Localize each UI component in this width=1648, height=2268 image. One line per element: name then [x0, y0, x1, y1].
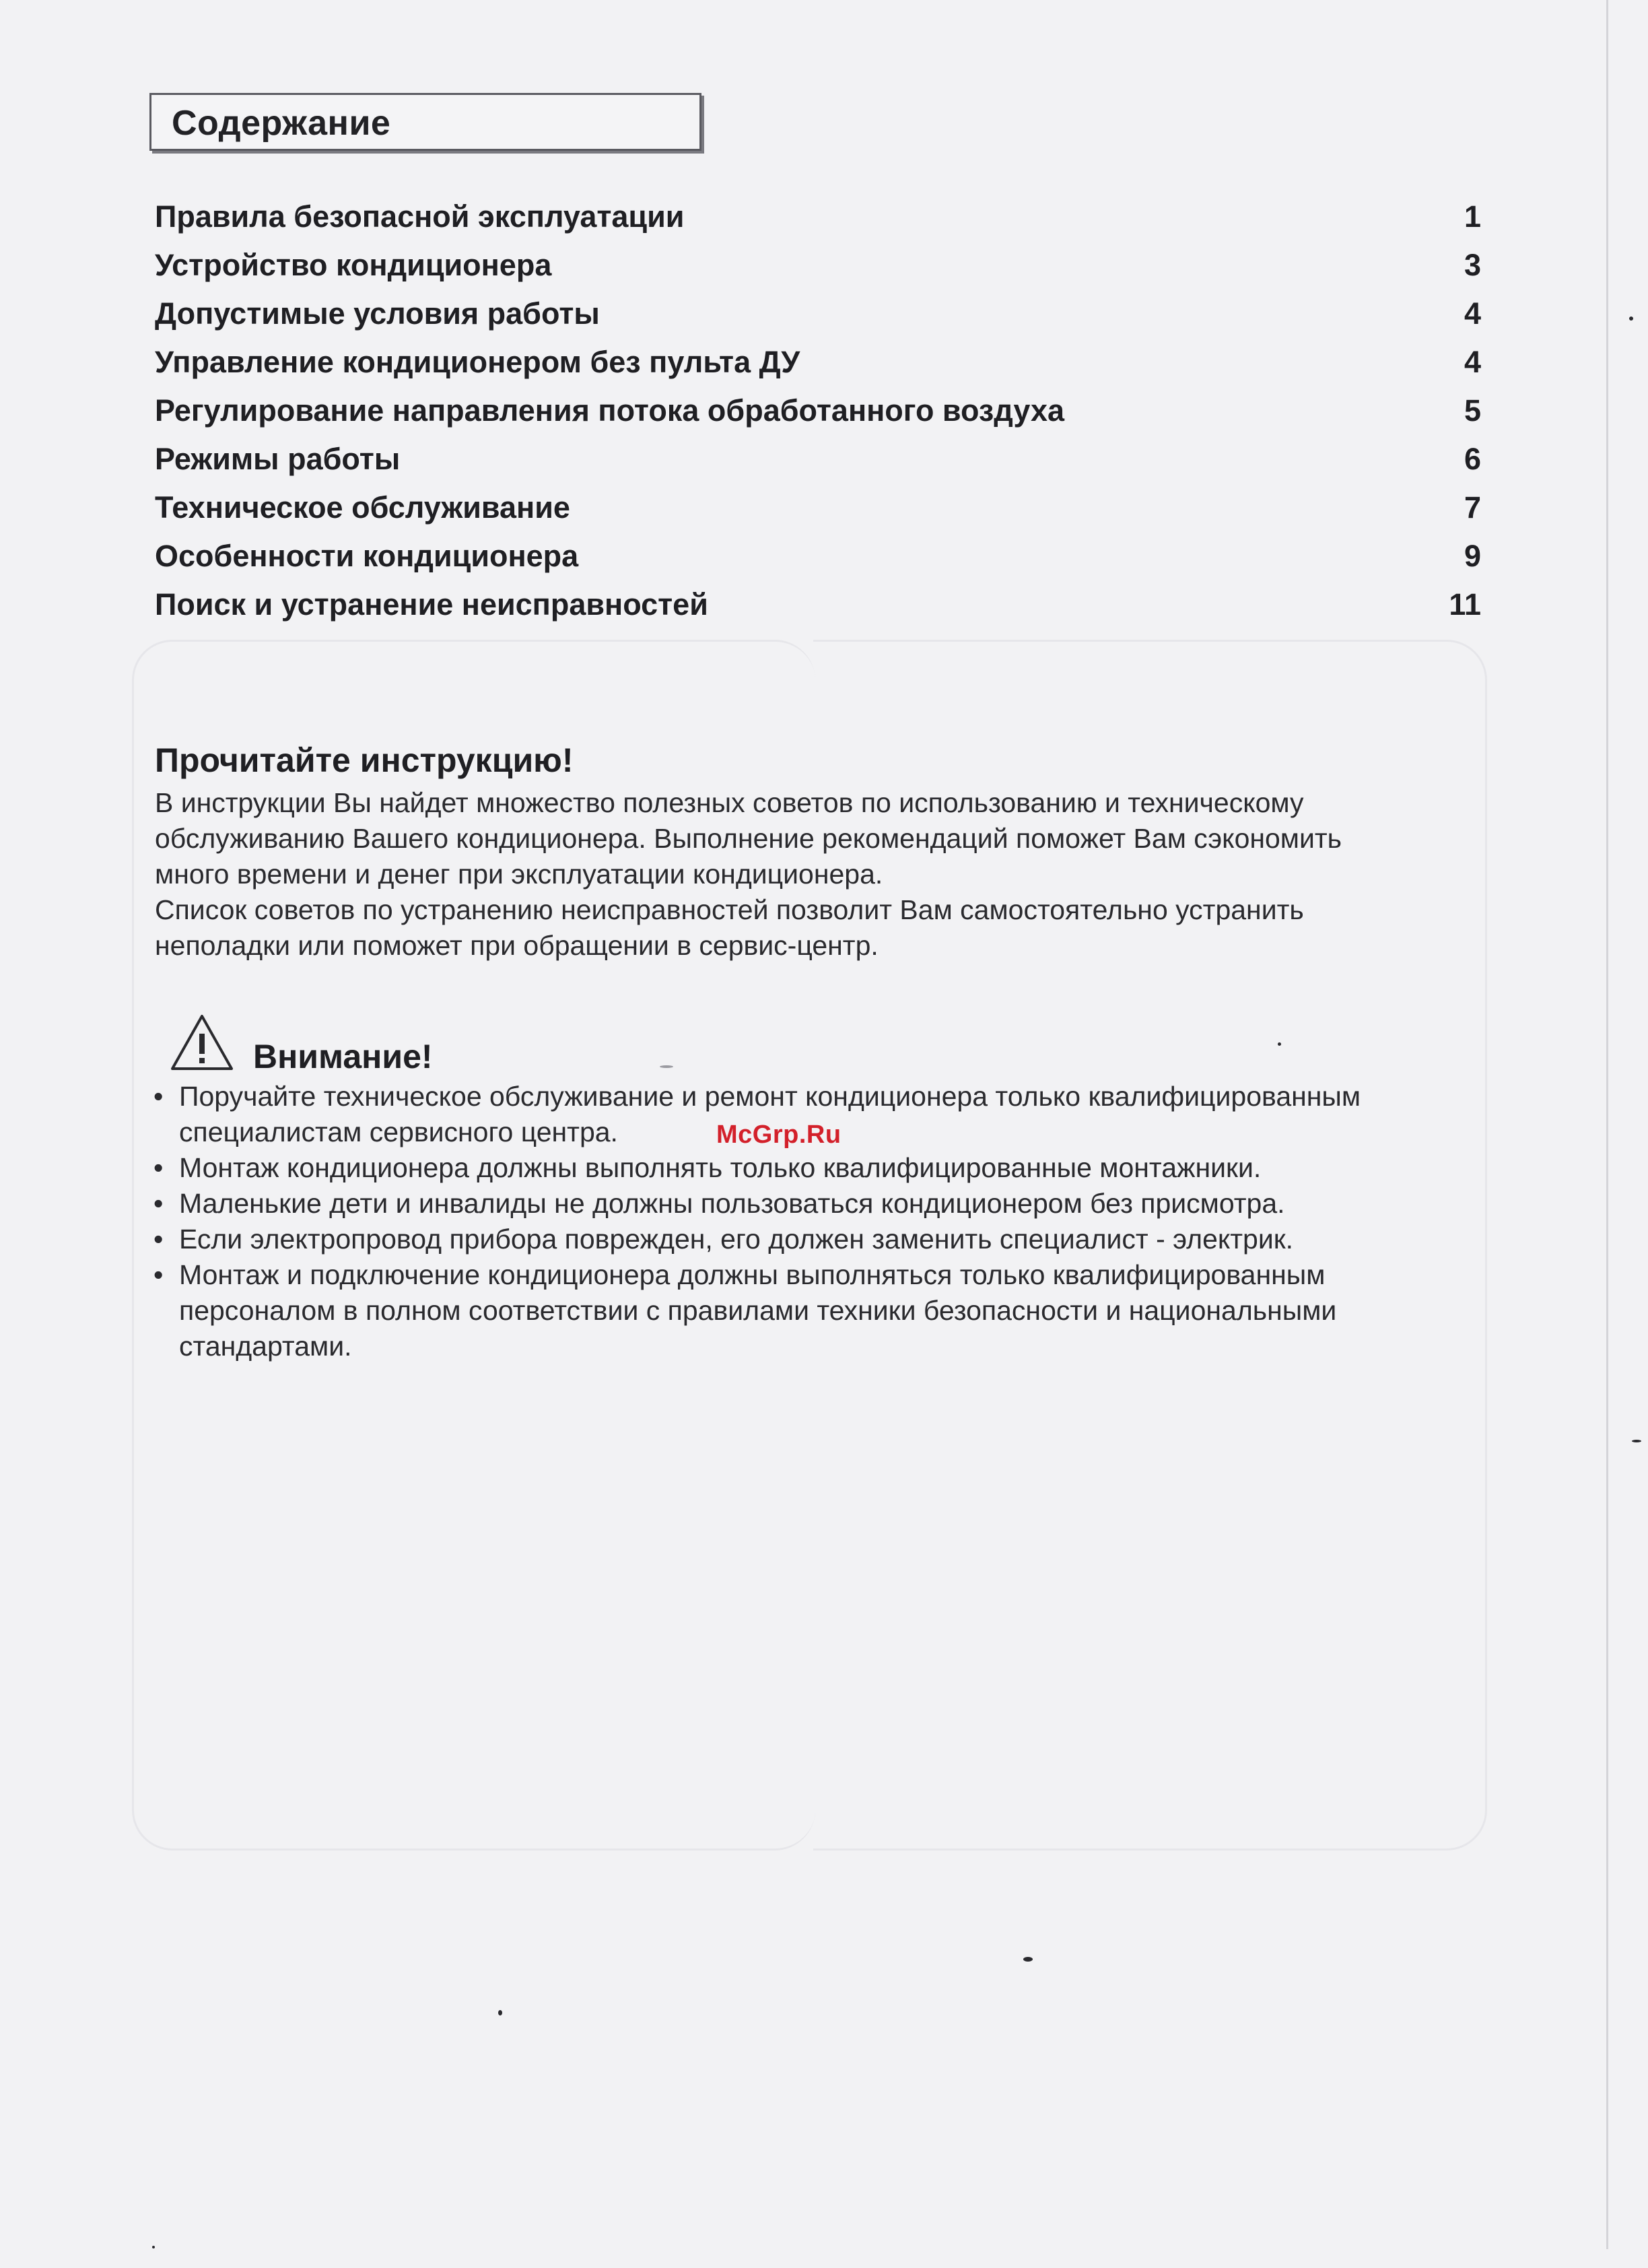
watermark: McGrp.Ru: [716, 1121, 842, 1149]
paragraph-line: обслуживанию Вашего кондиционера. Выполнение рекомендаций поможет Вам сэкономить: [155, 823, 1342, 854]
toc-entry[interactable]: [155, 587, 1481, 636]
toc-entry[interactable]: [155, 442, 1481, 490]
read-instructions-body: [155, 785, 1488, 964]
warning-item: [153, 1222, 1500, 1257]
scan-speck: [1023, 1957, 1033, 1962]
bullet: •: [153, 1152, 164, 1183]
warning-item-line: Поручайте техническое обслуживание и ремонт кондиционера только квалифицированным: [179, 1081, 1361, 1112]
toc-entry-page: 7: [1464, 490, 1481, 525]
warning-item: [153, 1150, 1500, 1186]
page-edge-line: [1606, 0, 1608, 2249]
toc-entry[interactable]: [155, 539, 1481, 587]
scan-speck: [1278, 1042, 1281, 1046]
toc-entry[interactable]: [155, 345, 1481, 393]
warning-item-line: Монтаж кондиционера должны выполнять только квалифицированные монтажники.: [179, 1152, 1262, 1183]
toc-entry-label: Правила безопасной эксплуатации: [155, 199, 685, 234]
scan-speck: [152, 2246, 155, 2248]
toc-entry-label: Регулирование направления потока обработанного воздуха: [155, 393, 1065, 428]
toc-entry-label: Особенности кондиционера: [155, 539, 579, 573]
bullet: •: [153, 1259, 164, 1290]
warning-item-line: стандартами.: [179, 1331, 352, 1362]
warning-item-line: персоналом в полном соответствии с правилами техники безопасности и национальными: [179, 1295, 1337, 1326]
toc-title-box: [149, 93, 701, 151]
warning-triangle-icon: [170, 1013, 234, 1071]
toc-entry-page: 5: [1464, 393, 1481, 428]
warning-item-line: Маленькие дети и инвалиды не должны пользоваться кондиционером без присмотра.: [179, 1188, 1285, 1219]
read-instructions-heading: Прочитайте инструкцию!: [155, 741, 574, 779]
toc-title: Содержание: [172, 104, 391, 143]
warning-item-line: Монтаж и подключение кондиционера должны выполняться только квалифицированным: [179, 1259, 1326, 1290]
toc-list: [155, 199, 1481, 636]
scan-speck: [498, 2010, 502, 2015]
toc-entry-label: Устройство кондиционера: [155, 248, 552, 282]
paragraph-line: много времени и денег при эксплуатации кондиционера.: [155, 859, 883, 890]
toc-entry[interactable]: [155, 393, 1481, 442]
toc-entry[interactable]: [155, 296, 1481, 345]
toc-entry-label: Допустимые условия работы: [155, 296, 600, 331]
toc-entry-label: Режимы работы: [155, 442, 401, 476]
toc-entry-page: 4: [1464, 296, 1481, 331]
paragraph-line: Список советов по устранению неисправностей позволит Вам самостоятельно устранить: [155, 894, 1304, 925]
toc-entry-page: 1: [1464, 199, 1481, 234]
toc-entry[interactable]: [155, 248, 1481, 296]
bullet: •: [153, 1224, 164, 1255]
scan-speck: [660, 1065, 673, 1068]
toc-entry-page: 11: [1449, 587, 1481, 622]
scan-speck: [1632, 1440, 1641, 1442]
warning-item-line: Если электропровод прибора поврежден, его должен заменить специалист - электрик.: [179, 1224, 1294, 1255]
warning-item: [153, 1257, 1500, 1364]
warning-heading: Внимание!: [253, 1038, 433, 1075]
bullet: •: [153, 1188, 164, 1219]
scan-speck: [1629, 316, 1633, 321]
paragraph-line: неполадки или поможет при обращении в сервис-центр.: [155, 930, 879, 961]
warning-item: [153, 1186, 1500, 1222]
toc-entry[interactable]: [155, 490, 1481, 539]
toc-entry-page: 3: [1464, 248, 1481, 282]
bullet: •: [153, 1081, 164, 1112]
warning-item-line: специалистам сервисного центра.: [179, 1116, 618, 1147]
paragraph-line: В инструкции Вы найдет множество полезных советов по использованию и техническому: [155, 787, 1304, 818]
toc-entry-label: Управление кондиционером без пульта ДУ: [155, 345, 800, 379]
toc-entry-label: Поиск и устранение неисправностей: [155, 587, 708, 622]
toc-entry-page: 6: [1464, 442, 1481, 476]
toc-entry-page: 4: [1464, 345, 1481, 379]
toc-entry[interactable]: [155, 199, 1481, 248]
toc-entry-label: Техническое обслуживание: [155, 490, 570, 525]
toc-entry-page: 9: [1464, 539, 1481, 573]
